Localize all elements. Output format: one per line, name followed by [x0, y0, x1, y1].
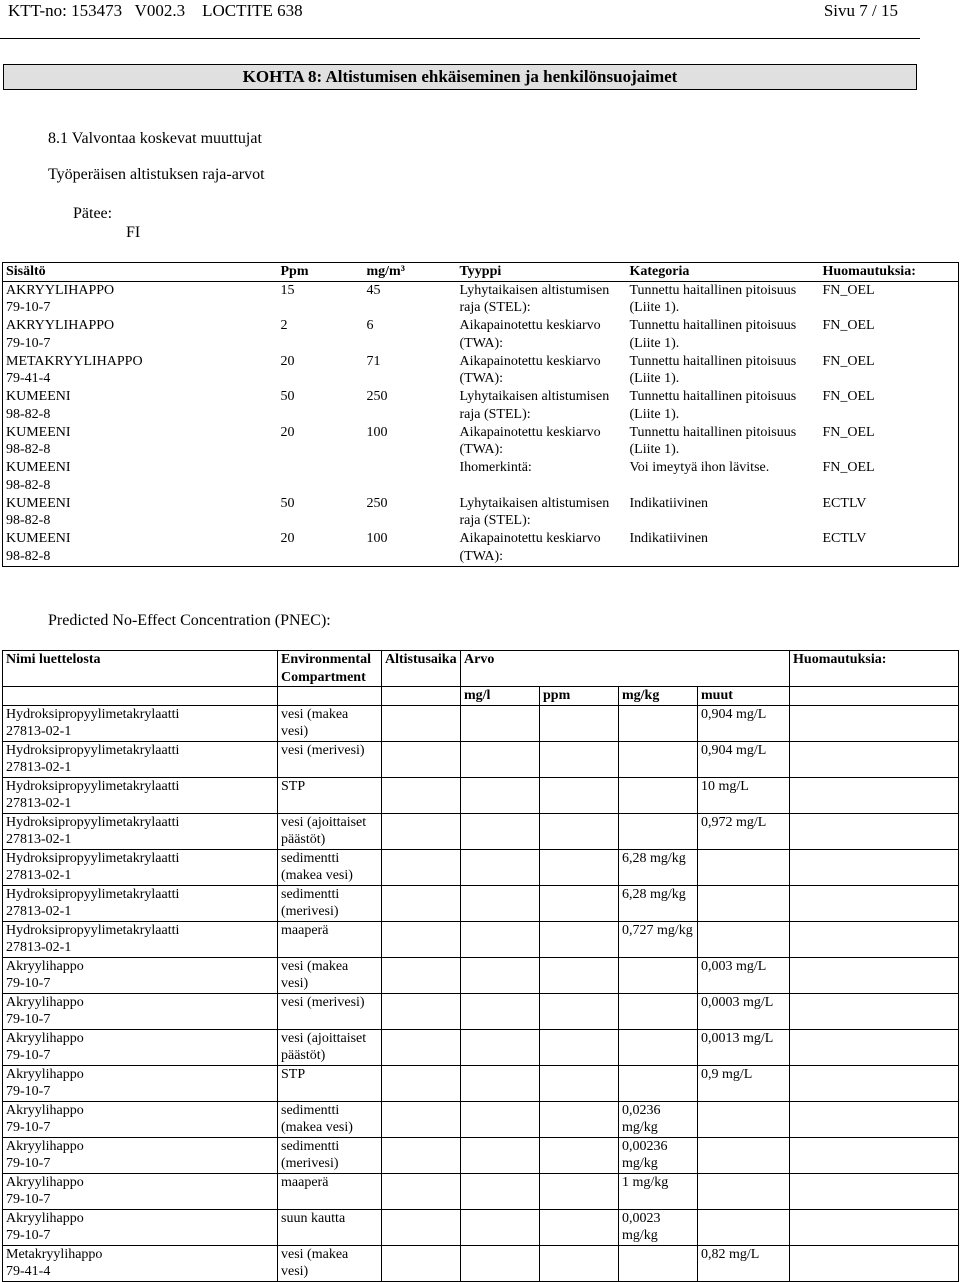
oel-substance-line-2: 79-10-7 [6, 300, 51, 315]
pnec-ppm [540, 1029, 619, 1065]
pnec-muut: 0,0003 mg/L [698, 993, 790, 1029]
oel-substance [3, 530, 278, 566]
oel-category: Indikatiivinen [629, 495, 709, 511]
pnec-notes [790, 885, 959, 921]
pnec-muut [698, 1209, 790, 1245]
pnec-mgkg [619, 741, 698, 777]
pnec-substance-line-2: 27813-02-1 [6, 832, 72, 847]
oel-ppm: 50 [280, 495, 295, 511]
oel-category: Tunnettu haitallinen pitoisuus (Liite 1). [629, 389, 797, 422]
pnec-ppm [540, 1101, 619, 1137]
pnec-muut: 0,9 mg/L [698, 1065, 790, 1101]
oel-substance [3, 424, 278, 460]
oel-type: Aikapainotettu keskiarvo (TWA): [459, 318, 601, 351]
pnec-mgl [461, 777, 540, 813]
oel-substance-line-2: 79-41-4 [6, 371, 51, 386]
pnec-substance-line-2: 79-10-7 [6, 1084, 51, 1099]
pnec-mgkg: 1 mg/kg [619, 1173, 698, 1209]
pnec-environment: sedimentti (makea vesi) [278, 849, 382, 885]
pnec-substance-line-2: 27813-02-1 [6, 904, 72, 919]
pnec-substance-line-2: 79-10-7 [6, 1120, 51, 1135]
pnec-row [3, 885, 959, 921]
pnec-environment: STP [278, 1065, 382, 1101]
oel-row [3, 281, 959, 317]
oel-type: Ihomerkintä: [459, 460, 532, 475]
oel-substance [3, 281, 278, 317]
pnec-ppm [540, 885, 619, 921]
oel-ppm [278, 459, 364, 495]
applies-value: FI [126, 224, 141, 241]
pnec-period [382, 777, 461, 813]
pnec-ppm [540, 993, 619, 1029]
pnec-ppm [540, 777, 619, 813]
oel-substance-line-1: KUMEENI [6, 460, 71, 475]
pnec-environment: STP [278, 777, 382, 813]
pnec-unit-blank [3, 687, 278, 706]
pnec-muut [698, 921, 790, 957]
subsection-title: 8.1 Valvontaa koskevat muuttujat [48, 130, 262, 147]
pnec-unit-blank [790, 687, 959, 706]
pnec-notes [790, 921, 959, 957]
pnec-substance-line-1: Akryylihappo [6, 1102, 84, 1118]
oel-category: Tunnettu haitallinen pitoisuus (Liite 1). [629, 424, 797, 457]
pnec-environment: maaperä [278, 1173, 382, 1209]
pnec-mgkg: 6,28 mg/kg [619, 849, 698, 885]
pnec-substance [3, 1101, 278, 1137]
pnec-substance [3, 1209, 278, 1245]
pnec-substance-line-1: Metakryylihappo [6, 1246, 103, 1262]
oel-ppm: 15 [280, 282, 295, 298]
pnec-muut [698, 1137, 790, 1173]
pnec-substance [3, 705, 278, 741]
pnec-environment: maaperä [278, 921, 382, 957]
pnec-muut [698, 1173, 790, 1209]
oel-substance-line-1: KUMEENI [6, 495, 71, 511]
oel-header-row [3, 263, 959, 282]
pnec-substance-line-2: 27813-02-1 [6, 724, 72, 739]
pnec-notes [790, 1245, 959, 1281]
pnec-substance-line-1: Akryylihappo [6, 1030, 84, 1046]
pnec-substance-line-2: 79-10-7 [6, 1048, 51, 1063]
pnec-mgkg: 0,0023 mg/kg [619, 1209, 698, 1245]
oel-note: ECTLV [822, 495, 867, 511]
oel-mg: 45 [366, 282, 381, 298]
pnec-substance-line-1: Akryylihappo [6, 1210, 84, 1226]
oel-mg: 100 [366, 531, 388, 546]
pnec-muut: 0,972 mg/L [698, 813, 790, 849]
pnec-mgkg [619, 777, 698, 813]
pnec-row [3, 1029, 959, 1065]
pnec-substance-line-1: Hydroksipropyylimetakrylaatti [6, 742, 180, 758]
pnec-period [382, 741, 461, 777]
section-title: KOHTA 8: Altistumisen ehkäiseminen ja henkilönsuojaimet [3, 64, 917, 90]
pnec-mgkg [619, 957, 698, 993]
oel-substance-line-1: KUMEENI [6, 424, 71, 440]
pnec-muut: 0,003 mg/L [698, 957, 790, 993]
pnec-environment: vesi (merivesi) [278, 993, 382, 1029]
pnec-ppm [540, 705, 619, 741]
pnec-ppm [540, 741, 619, 777]
pnec-period [382, 957, 461, 993]
pnec-environment: vesi (ajoittaiset päästöt) [278, 813, 382, 849]
pnec-environment: sedimentti (merivesi) [278, 885, 382, 921]
pnec-mgl [461, 741, 540, 777]
pnec-substance-line-1: Hydroksipropyylimetakrylaatti [6, 850, 180, 866]
pnec-title: Predicted No-Effect Concentration (PNEC): [48, 612, 331, 629]
oel-mg: 71 [366, 353, 381, 369]
pnec-row [3, 849, 959, 885]
pnec-substance-line-1: Akryylihappo [6, 1138, 84, 1154]
pnec-mgl [461, 1101, 540, 1137]
pnec-mgl [461, 1245, 540, 1281]
pnec-notes [790, 957, 959, 993]
pnec-row [3, 1173, 959, 1209]
pnec-row [3, 1245, 959, 1281]
pnec-unit-blank [278, 687, 382, 706]
pnec-period [382, 1209, 461, 1245]
pnec-ppm [540, 1245, 619, 1281]
oel-header-cell: Huomautuksia: [820, 263, 959, 282]
oel-substance-line-2: 98-82-8 [6, 406, 51, 422]
pnec-row [3, 921, 959, 957]
oel-substance [3, 495, 278, 531]
pnec-mgkg [619, 813, 698, 849]
oel-mg [364, 459, 457, 495]
pnec-row [3, 813, 959, 849]
pnec-mgl [461, 1065, 540, 1101]
pnec-header-env: Environmental Compartment [278, 651, 382, 687]
pnec-header-value: Arvo [461, 651, 790, 687]
pnec-mgl [461, 849, 540, 885]
pnec-mgl [461, 1209, 540, 1245]
pnec-substance [3, 1245, 278, 1281]
pnec-substance-line-1: Akryylihappo [6, 1174, 84, 1190]
pnec-notes [790, 1101, 959, 1137]
pnec-substance-line-2: 79-41-4 [6, 1264, 51, 1279]
pnec-period [382, 1065, 461, 1101]
oel-header-cell: Sisältö [3, 263, 278, 282]
pnec-row [3, 1101, 959, 1137]
pnec-ppm [540, 921, 619, 957]
oel-type: Lyhytaikaisen altistumisen raja (STEL): [459, 282, 610, 315]
pnec-mgl [461, 921, 540, 957]
pnec-unit-ppm: ppm [540, 687, 619, 706]
pnec-substance-line-1: Akryylihappo [6, 958, 84, 974]
oel-mg: 250 [366, 389, 388, 404]
pnec-period [382, 1029, 461, 1065]
pnec-row [3, 993, 959, 1029]
pnec-substance-line-1: Hydroksipropyylimetakrylaatti [6, 814, 180, 830]
oel-substance-line-1: METAKRYYLIHAPPO [6, 353, 143, 369]
oel-ppm: 20 [280, 424, 295, 440]
pnec-substance [3, 849, 278, 885]
pnec-substance [3, 813, 278, 849]
pnec-substance-line-2: 79-10-7 [6, 1228, 51, 1243]
pnec-mgkg [619, 993, 698, 1029]
pnec-unit-mgkg: mg/kg [619, 687, 698, 706]
pnec-notes [790, 849, 959, 885]
applies-label: Pätee: [73, 205, 113, 222]
pnec-substance [3, 777, 278, 813]
pnec-mgkg [619, 1029, 698, 1065]
pnec-substance [3, 1065, 278, 1101]
oel-substance-line-1: AKRYYLIHAPPO [6, 282, 115, 298]
pnec-environment: vesi (makea vesi) [278, 1245, 382, 1281]
oel-row [3, 530, 959, 566]
oel-category: Tunnettu haitallinen pitoisuus (Liite 1). [629, 282, 797, 315]
oel-note: ECTLV [822, 531, 867, 546]
pnec-environment: suun kautta [278, 1209, 382, 1245]
pnec-muut: 0,82 mg/L [698, 1245, 790, 1281]
pnec-mgkg [619, 1245, 698, 1281]
pnec-notes [790, 1029, 959, 1065]
pnec-substance-line-2: 27813-02-1 [6, 796, 72, 811]
pnec-row [3, 705, 959, 741]
oel-substance [3, 459, 278, 495]
oel-table [2, 262, 959, 567]
pnec-muut: 0,0013 mg/L [698, 1029, 790, 1065]
pnec-substance-line-1: Akryylihappo [6, 994, 84, 1010]
pnec-muut: 0,904 mg/L [698, 741, 790, 777]
pnec-substance-line-2: 79-10-7 [6, 1192, 51, 1207]
oel-substance-line-2: 98-82-8 [6, 513, 51, 528]
pnec-unit-muut: muut [698, 687, 790, 706]
header-divider [0, 38, 920, 39]
pnec-substance [3, 885, 278, 921]
page-header [0, 0, 960, 24]
pnec-row [3, 777, 959, 813]
pnec-mgkg: 0,00236 mg/kg [619, 1137, 698, 1173]
limits-title: Työperäisen altistuksen raja-arvot [48, 166, 265, 183]
pnec-environment: sedimentti (merivesi) [278, 1137, 382, 1173]
oel-type: Lyhytaikaisen altistumisen raja (STEL): [459, 389, 610, 422]
pnec-period [382, 885, 461, 921]
pnec-substance [3, 993, 278, 1029]
pnec-period [382, 1101, 461, 1137]
oel-header-cell: Ppm [278, 263, 364, 282]
pnec-substance-line-1: Hydroksipropyylimetakrylaatti [6, 922, 180, 938]
pnec-period [382, 921, 461, 957]
oel-substance-line-2: 98-82-8 [6, 477, 51, 493]
oel-mg: 100 [366, 424, 388, 440]
pnec-row [3, 1065, 959, 1101]
oel-ppm: 50 [280, 389, 295, 404]
oel-note: FN_OEL [822, 318, 875, 333]
document-id: KTT-no: 153473 V002.3 LOCTITE 638 [8, 1, 303, 20]
oel-ppm: 2 [280, 318, 288, 333]
oel-mg: 6 [366, 318, 374, 333]
pnec-row [3, 741, 959, 777]
oel-substance [3, 317, 278, 353]
pnec-mgl [461, 705, 540, 741]
pnec-notes [790, 813, 959, 849]
pnec-ppm [540, 1137, 619, 1173]
pnec-mgkg: 6,28 mg/kg [619, 885, 698, 921]
pnec-header-name: Nimi luettelosta [3, 651, 278, 687]
pnec-muut [698, 1101, 790, 1137]
oel-row [3, 495, 959, 531]
oel-note: FN_OEL [822, 282, 875, 298]
oel-note: FN_OEL [822, 460, 875, 475]
pnec-period [382, 1245, 461, 1281]
pnec-period [382, 1173, 461, 1209]
pnec-substance-line-1: Hydroksipropyylimetakrylaatti [6, 886, 180, 902]
oel-header-cell: Tyyppi [457, 263, 627, 282]
pnec-header-period: Altistusaika [382, 651, 461, 687]
pnec-mgkg [619, 705, 698, 741]
pnec-substance [3, 1029, 278, 1065]
oel-row [3, 459, 959, 495]
oel-substance [3, 353, 278, 389]
oel-substance-line-1: KUMEENI [6, 531, 71, 546]
pnec-ppm [540, 957, 619, 993]
pnec-notes [790, 741, 959, 777]
oel-type: Lyhytaikaisen altistumisen raja (STEL): [459, 495, 610, 528]
oel-row [3, 388, 959, 424]
pnec-muut: 0,904 mg/L [698, 705, 790, 741]
pnec-substance-line-1: Hydroksipropyylimetakrylaatti [6, 778, 180, 794]
pnec-period [382, 849, 461, 885]
oel-note: FN_OEL [822, 353, 875, 369]
pnec-row [3, 957, 959, 993]
pnec-environment: vesi (ajoittaiset päästöt) [278, 1029, 382, 1065]
pnec-header-row [3, 651, 959, 687]
pnec-mgkg: 0,0236 mg/kg [619, 1101, 698, 1137]
oel-type: Aikapainotettu keskiarvo (TWA): [459, 531, 601, 564]
pnec-ppm [540, 1209, 619, 1245]
pnec-environment: sedimentti (makea vesi) [278, 1101, 382, 1137]
pnec-mgl [461, 1137, 540, 1173]
oel-type: Aikapainotettu keskiarvo (TWA): [459, 424, 601, 457]
pnec-environment: vesi (makea vesi) [278, 957, 382, 993]
pnec-muut: 10 mg/L [698, 777, 790, 813]
oel-substance-line-2: 98-82-8 [6, 442, 51, 457]
oel-mg: 250 [366, 495, 388, 511]
oel-substance-line-2: 79-10-7 [6, 335, 51, 351]
pnec-substance-line-2: 79-10-7 [6, 1156, 51, 1171]
pnec-row [3, 1137, 959, 1173]
pnec-notes [790, 705, 959, 741]
pnec-mgl [461, 813, 540, 849]
pnec-substance-line-1: Akryylihappo [6, 1066, 84, 1082]
pnec-substance [3, 1137, 278, 1173]
oel-substance [3, 388, 278, 424]
pnec-muut [698, 849, 790, 885]
pnec-mgkg: 0,727 mg/kg [619, 921, 698, 957]
oel-substance-line-1: AKRYYLIHAPPO [6, 318, 115, 333]
pnec-ppm [540, 1065, 619, 1101]
oel-category: Indikatiivinen [629, 531, 709, 546]
oel-row [3, 424, 959, 460]
pnec-environment: vesi (merivesi) [278, 741, 382, 777]
pnec-substance-line-2: 79-10-7 [6, 1012, 51, 1027]
pnec-substance-line-2: 27813-02-1 [6, 940, 72, 955]
pnec-notes [790, 777, 959, 813]
oel-substance-line-1: KUMEENI [6, 389, 71, 404]
oel-category: Tunnettu haitallinen pitoisuus (Liite 1). [629, 353, 797, 386]
pnec-substance-line-2: 27813-02-1 [6, 868, 72, 883]
pnec-substance [3, 921, 278, 957]
pnec-substance-line-2: 27813-02-1 [6, 760, 72, 775]
oel-header-cell: mg/m³ [364, 263, 457, 282]
pnec-mgl [461, 885, 540, 921]
oel-category: Voi imeytyä ihon lävitse. [629, 460, 770, 475]
pnec-ppm [540, 849, 619, 885]
pnec-mgl [461, 1029, 540, 1065]
pnec-unit-mgl: mg/l [461, 687, 540, 706]
pnec-substance [3, 1173, 278, 1209]
pnec-header-notes: Huomautuksia: [790, 651, 959, 687]
pnec-period [382, 1137, 461, 1173]
pnec-muut [698, 885, 790, 921]
oel-note: FN_OEL [822, 389, 875, 404]
pnec-ppm [540, 1173, 619, 1209]
pnec-row [3, 1209, 959, 1245]
oel-note: FN_OEL [822, 424, 875, 440]
pnec-substance-line-2: 79-10-7 [6, 976, 51, 991]
pnec-notes [790, 1173, 959, 1209]
pnec-mgl [461, 993, 540, 1029]
pnec-substance-line-1: Hydroksipropyylimetakrylaatti [6, 706, 180, 722]
pnec-environment: vesi (makea vesi) [278, 705, 382, 741]
pnec-period [382, 705, 461, 741]
oel-ppm: 20 [280, 353, 295, 369]
pnec-notes [790, 1065, 959, 1101]
oel-substance-line-2: 98-82-8 [6, 548, 51, 564]
pnec-notes [790, 1209, 959, 1245]
oel-row [3, 317, 959, 353]
oel-row [3, 353, 959, 389]
pnec-period [382, 813, 461, 849]
pnec-unit-blank [382, 687, 461, 706]
pnec-period [382, 993, 461, 1029]
pnec-substance [3, 741, 278, 777]
pnec-substance [3, 957, 278, 993]
pnec-ppm [540, 813, 619, 849]
page-number: Sivu 7 / 15 [823, 1, 898, 20]
pnec-unit-row [3, 687, 959, 706]
pnec-table [2, 650, 959, 1282]
pnec-mgl [461, 957, 540, 993]
pnec-mgl [461, 1173, 540, 1209]
pnec-mgkg [619, 1065, 698, 1101]
oel-ppm: 20 [280, 531, 295, 546]
oel-category: Tunnettu haitallinen pitoisuus (Liite 1). [629, 318, 797, 351]
pnec-notes [790, 1137, 959, 1173]
oel-header-cell: Kategoria [627, 263, 820, 282]
pnec-notes [790, 993, 959, 1029]
oel-type: Aikapainotettu keskiarvo (TWA): [459, 353, 601, 386]
